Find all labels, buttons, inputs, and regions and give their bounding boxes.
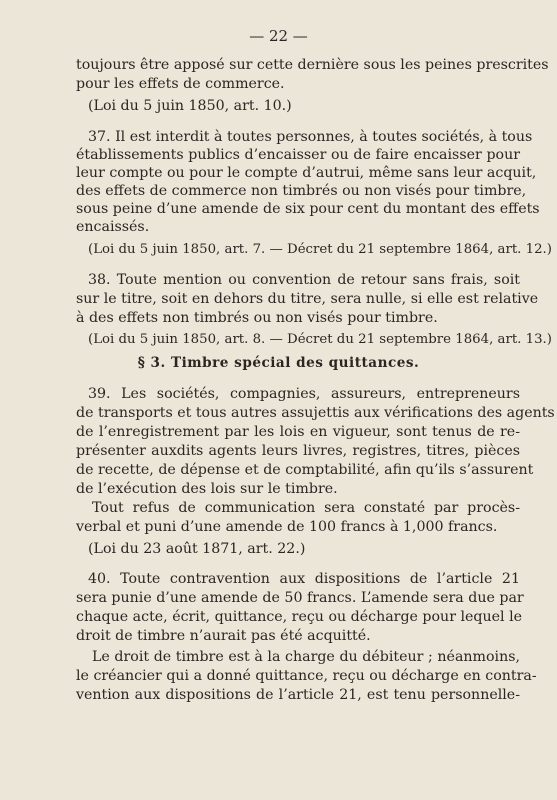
text-line: à des effets non timbrés ou non visés pour timbre. (76, 310, 438, 326)
text-line: verbal et puni d’une amende de 100 francs à 1,000 francs. (76, 519, 498, 535)
article-39-line: 39. Les sociétés, compagnies, assureurs, entrepreneurs (88, 386, 520, 402)
text-line: chaque acte, écrit, quittance, reçu ou décharge pour lequel le (76, 609, 523, 625)
text-line: présenter auxdits agents leurs livres, registres, titres, pièces (76, 443, 520, 459)
text-line: encaissés. (76, 219, 150, 235)
citation-line: (Loi du 5 juin 1850, art. 10.) (88, 98, 292, 114)
text-line: de recette, de dépense et de comptabilité, afin qu’ils s’assurent (76, 462, 534, 478)
text-line: sera punie d’une amende de 50 francs. L’amende sera due par (76, 590, 524, 606)
text-line: droit de timbre n’aurait pas été acquitté. (76, 628, 371, 644)
text-line: des effets de commerce non timbrés ou non visés pour timbre, (76, 183, 527, 199)
citation-line: (Loi du 5 juin 1850, art. 7. — Décret du 21 septembre 1864, art. 12.) (88, 242, 552, 257)
citation-line: (Loi du 5 juin 1850, art. 8. — Décret du 21 septembre 1864, art. 13.) (88, 332, 552, 347)
article-37-line: 37. Il est interdit à toutes personnes, à toutes sociétés, à tous (88, 129, 533, 145)
text-line: de transports et tous autres assujettis aux vérifications des agents (76, 405, 555, 421)
text-line: sous peine d’une amende de six pour cent du montant des effets (76, 201, 540, 217)
text-line: Tout refus de communication sera constaté par procès- (92, 500, 520, 516)
section-heading: § 3. Timbre spécial des quittances. (137, 355, 420, 371)
article-40-line: 40. Toute contravention aux dispositions de l’article 21 (88, 571, 520, 587)
text-line: le créancier qui a donné quittance, reçu ou décharge en contra- (76, 668, 537, 684)
text-line: leur compte ou pour le compte d’autrui, même sans leur acquit, (76, 165, 537, 181)
text-line: établissements publics d’encaisser ou de faire encaisser pour (76, 147, 520, 163)
text-line: de l’exécution des lois sur le timbre. (76, 481, 338, 497)
text-line: vention aux dispositions de l’article 21, est tenu personnelle- (76, 687, 520, 703)
text-line: Le droit de timbre est à la charge du débiteur ; néanmoins, (92, 649, 520, 665)
text-line: toujours être apposé sur cette dernière sous les peines prescrites (76, 57, 549, 73)
text-line: de l’enregistrement par les lois en vigueur, sont tenus de re- (76, 424, 520, 440)
text-line: sur le titre, soit en dehors du titre, sera nulle, si elle est relative (76, 291, 539, 307)
article-38-line: 38. Toute mention ou convention de retour sans frais, soit (88, 272, 520, 288)
page-number: — 22 — (249, 27, 308, 45)
citation-line: (Loi du 23 août 1871, art. 22.) (88, 541, 306, 557)
text-line: pour les effets de commerce. (76, 76, 285, 92)
